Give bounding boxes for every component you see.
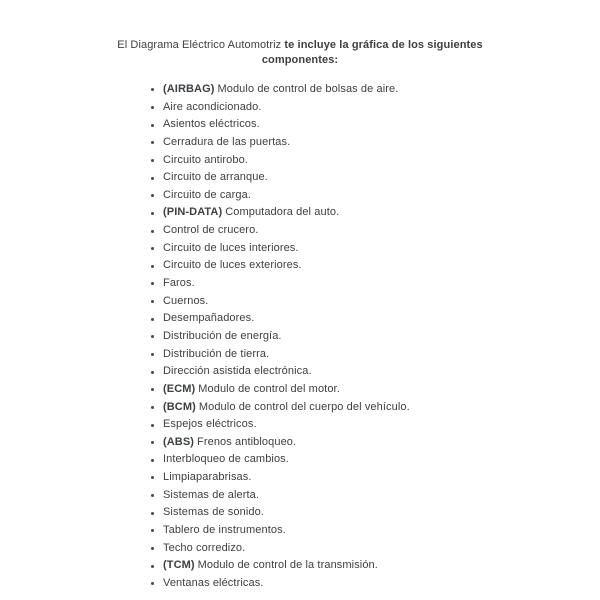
list-item (0, 575, 600, 593)
list-item (0, 257, 600, 275)
item-text: Circuito antirobo. (163, 153, 248, 166)
list-item (0, 81, 600, 99)
bullet-icon (151, 335, 154, 338)
item-text: Sistemas de alerta. (163, 488, 260, 501)
bullet-icon (151, 547, 154, 550)
bullet-icon (151, 441, 154, 444)
bullet-icon (151, 88, 154, 91)
item-text: Computadora del auto. (225, 206, 340, 219)
list-item (0, 522, 600, 540)
bullet-icon (151, 318, 154, 321)
bullet-icon (151, 282, 154, 285)
list-item (0, 293, 600, 311)
list-item (0, 451, 600, 469)
item-text: Circuito de luces interiores. (163, 241, 299, 254)
list-item (0, 328, 600, 346)
item-text: Asientos eléctricos. (163, 118, 260, 131)
item-text: Cerradura de las puertas. (163, 135, 291, 148)
item-prefix: (BCM) (163, 400, 196, 413)
list-item (0, 222, 600, 240)
item-text: Interbloqueo de cambios. (163, 453, 289, 466)
item-text: Aire acondicionado. (163, 100, 262, 113)
item-text: Control de crucero. (163, 224, 259, 237)
item-text: Circuito de luces exteriores. (163, 259, 302, 272)
item-prefix: (TCM) (163, 559, 195, 572)
list-item (0, 557, 600, 575)
bullet-icon (151, 353, 154, 356)
bullet-icon (151, 476, 154, 479)
page-title (0, 0, 600, 68)
item-text: Faros. (163, 277, 195, 290)
title-line-1 (0, 38, 600, 53)
bullet-icon (151, 582, 154, 585)
bullet-icon (151, 194, 154, 197)
item-text: Tablero de instrumentos. (163, 524, 286, 537)
bullet-icon (151, 406, 154, 409)
list-item (0, 399, 600, 417)
bullet-icon (151, 529, 154, 532)
list-item (0, 152, 600, 170)
bullet-icon (151, 371, 154, 374)
bullet-icon (151, 106, 154, 109)
component-list (0, 81, 600, 593)
item-text: Modulo de control de bolsas de aire. (217, 83, 399, 95)
list-item (0, 134, 600, 152)
bullet-icon (151, 565, 154, 568)
list-item (0, 487, 600, 505)
item-text: Circuito de carga. (163, 188, 252, 201)
bullet-icon (151, 300, 154, 303)
item-text: Sistemas de sonido. (163, 506, 264, 519)
list-item (0, 469, 600, 487)
bullet-icon (151, 247, 154, 250)
item-text: Techo corredizo. (163, 541, 246, 554)
bullet-icon (151, 424, 154, 427)
item-text: Distribución de energía. (163, 329, 282, 342)
item-text: Frenos antibloqueo. (197, 435, 297, 448)
item-prefix: (ABS) (163, 435, 195, 448)
bullet-icon (151, 159, 154, 162)
bullet-icon (151, 388, 154, 391)
list-item (0, 310, 600, 328)
list-item (0, 504, 600, 522)
list-item (0, 240, 600, 258)
bullet-icon (151, 124, 154, 127)
item-text: Modulo de control de la transmisión. (197, 559, 378, 572)
item-prefix: (AIRBAG) (163, 83, 215, 95)
bullet-icon (151, 141, 154, 144)
list-item (0, 434, 600, 452)
list-item (0, 275, 600, 293)
item-text: Limpiaparabrisas. (163, 471, 252, 484)
list-item (0, 169, 600, 187)
title-normal-text: El Diagrama Eléctrico Automotriz (117, 39, 285, 51)
item-text: Distribución de tierra. (163, 347, 270, 360)
item-text: Modulo de control del motor. (198, 382, 340, 395)
item-text: Circuito de arranque. (163, 171, 268, 184)
list-item (0, 204, 600, 222)
item-text: Dirección asistida electrónica. (163, 365, 312, 378)
list-item (0, 381, 600, 399)
list-item (0, 99, 600, 117)
item-text: Modulo de control del cuerpo del vehículo. (198, 400, 410, 413)
bullet-icon (151, 459, 154, 462)
bullet-icon (151, 512, 154, 515)
bullet-icon (151, 177, 154, 180)
item-text: Ventanas eléctricas. (163, 576, 264, 589)
list-item (0, 116, 600, 134)
bullet-icon (151, 494, 154, 497)
list-item (0, 540, 600, 558)
title-bold-text: te incluye la gráfica de los siguientes (284, 39, 483, 51)
item-text: Cuernos. (163, 294, 209, 307)
bullet-icon (151, 230, 154, 233)
item-prefix: (PIN-DATA) (163, 206, 223, 219)
bullet-icon (151, 265, 154, 268)
item-prefix: (ECM) (163, 382, 196, 395)
bullet-icon (151, 212, 154, 215)
list-item (0, 416, 600, 434)
list-item (0, 187, 600, 205)
item-text: Desempañadores. (163, 312, 255, 325)
item-text: Espejos eléctricos. (163, 418, 257, 431)
list-item (0, 346, 600, 364)
list-item (0, 363, 600, 381)
title-line-2: componentes: (261, 54, 339, 66)
